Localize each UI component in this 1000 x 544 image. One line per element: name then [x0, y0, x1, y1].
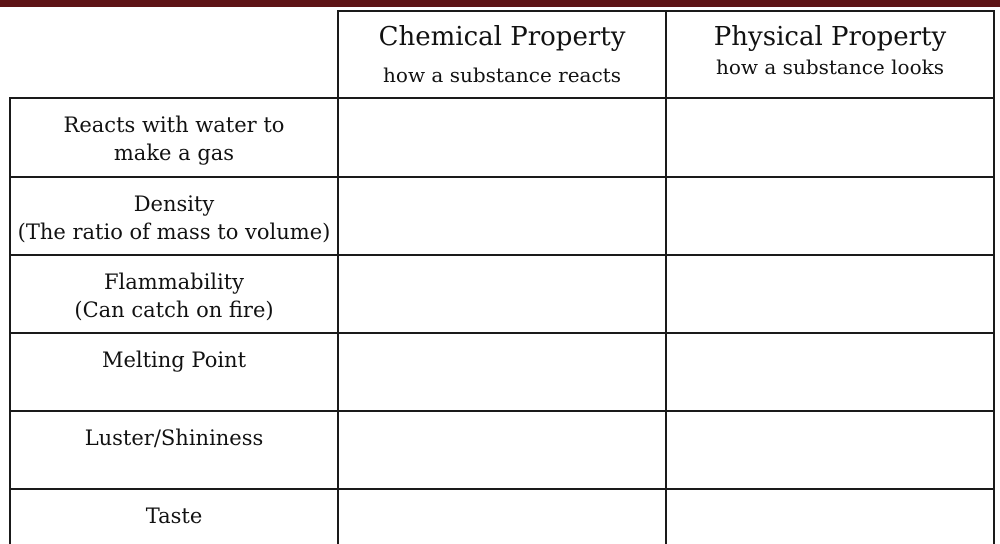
answer-cell-chemical[interactable]	[339, 490, 665, 544]
header-chemical-property	[339, 12, 665, 97]
answer-cell-chemical[interactable]	[339, 256, 665, 332]
row-label: Luster/Shininess	[84, 426, 264, 450]
row-label: Taste	[145, 504, 203, 528]
answer-cell-physical[interactable]	[667, 178, 993, 254]
column-title: Chemical Property	[378, 22, 626, 52]
grid-line	[993, 10, 995, 544]
answer-cell-physical[interactable]	[667, 412, 993, 488]
row-label: Reacts with water to make a gas	[63, 113, 285, 165]
row-label-cell	[11, 412, 337, 488]
answer-cell-chemical[interactable]	[339, 99, 665, 176]
row-label: Flammability (Can catch on fire)	[74, 270, 274, 322]
column-subtitle: how a substance looks	[716, 55, 944, 79]
answer-cell-chemical[interactable]	[339, 178, 665, 254]
row-label-cell	[11, 178, 337, 254]
answer-cell-chemical[interactable]	[339, 334, 665, 410]
row-label-cell	[11, 99, 337, 176]
answer-cell-physical[interactable]	[667, 99, 993, 176]
row-label-cell	[11, 256, 337, 332]
answer-cell-physical[interactable]	[667, 334, 993, 410]
answer-cell-chemical[interactable]	[339, 412, 665, 488]
row-label-cell	[11, 334, 337, 410]
answer-cell-physical[interactable]	[667, 490, 993, 544]
answer-cell-physical[interactable]	[667, 256, 993, 332]
column-title: Physical Property	[713, 22, 947, 52]
row-label: Density (The ratio of mass to volume)	[17, 192, 331, 244]
header-physical-property	[667, 12, 993, 97]
column-subtitle: how a substance reacts	[383, 63, 621, 87]
row-label: Melting Point	[101, 348, 247, 372]
row-label-cell	[11, 490, 337, 544]
